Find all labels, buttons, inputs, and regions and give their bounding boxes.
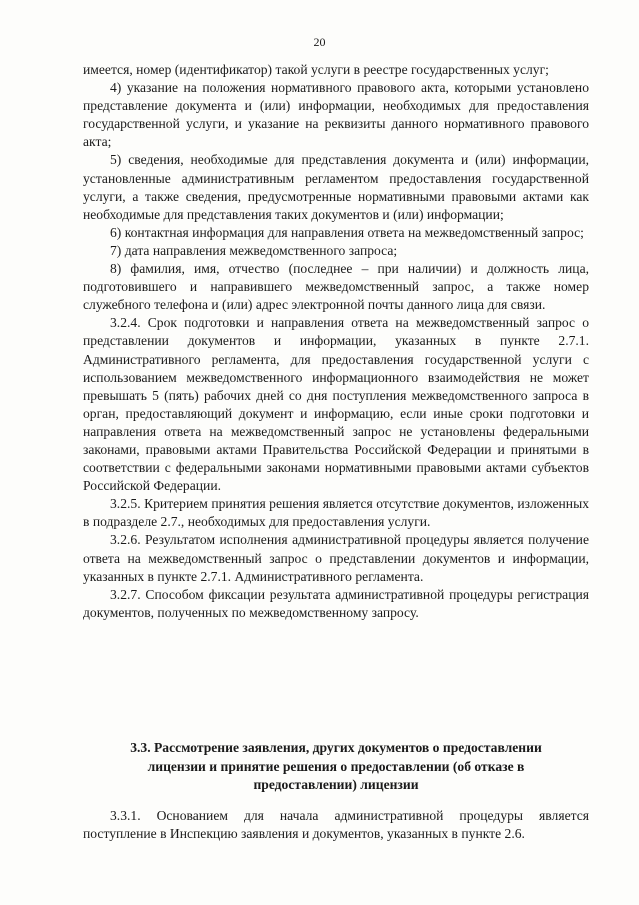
paragraph-3-2-6: 3.2.6. Результатом исполнения административной процедуры является получение ответа на межведомственный запрос о представлении документов и информации, указанных в пункте 2.7.1. Административного регламента. xyxy=(83,532,589,584)
section-heading-line: предоставлении) лицензии xyxy=(253,777,419,792)
page-number: 20 xyxy=(313,35,326,49)
paragraph-continuation: имеется, номер (идентификатор) такой услуги в реестре государственных услуг; xyxy=(83,62,549,77)
section-heading-line: лицензии и принятие решения о предоставлении (об отказе в xyxy=(147,758,525,774)
paragraph-3-2-5: 3.2.5. Критерием принятия решения является отсутствие документов, изложенных в подразделе 2.7., необходимых для предоставления услуги. xyxy=(83,496,589,530)
paragraph-3-2-7: 3.2.7. Способом фиксации результата административной процедуры регистрация документов, полученных по межведомственному запросу. xyxy=(83,586,589,620)
paragraph-item-7: 7) дата направления межведомственного запроса; xyxy=(110,242,398,258)
section-heading xyxy=(83,739,589,795)
paragraph-3-2-4: 3.2.4. Срок подготовки и направления ответа на межведомственный запрос о представлении документов и информации, указанных в пункте 2.7.1. Административного регламента, для предоставления государственной услуги с использованием межведомственного информационного взаимодействия не может превышать 5 (пять) рабочих дней со дня поступления межведомственного запроса в орган, предоставляющий документ и информацию, если иные сроки подготовки и направления ответа на межведомственный запрос не установлены федеральными законами, правовыми актами Правительства Российской Федерации и принятыми в соответствии с федеральными законами нормативными правовыми актами субъектов Российской Федерации. xyxy=(83,315,589,494)
paragraph-item-6: 6) контактная информация для направления ответа на межведомственный запрос; xyxy=(110,224,584,240)
section-heading-line: 3.3. Рассмотрение заявления, других документов о предоставлении xyxy=(130,740,542,755)
section-body xyxy=(83,807,589,843)
document-body xyxy=(83,61,589,622)
paragraph-item-5: 5) сведения, необходимые для представления документа и (или) информации, установленные административным регламентом предоставления государственной услуги, а также сведения, предусмотренные нормативными правовыми актами как необходимые для представления таких документов и (или) информации; xyxy=(83,152,589,222)
paragraph-item-8: 8) фамилия, имя, отчество (последнее – при наличии) и должность лица, подготовившего и направившего межведомственный запрос, а также номер служебного телефона и (или) адрес электронной почты данного лица для связи. xyxy=(83,261,589,313)
paragraph-3-3-1: 3.3.1. Основанием для начала административной процедуры является поступление в Инспекцию заявления и документов, указанных в пункте 2.6. xyxy=(83,808,589,842)
paragraph-item-4: 4) указание на положения нормативного правового акта, которыми установлено представление документа и (или) информации, необходимых для предоставления государственной услуги, и указание на реквизиты данного нормативного правового акта; xyxy=(83,80,589,150)
